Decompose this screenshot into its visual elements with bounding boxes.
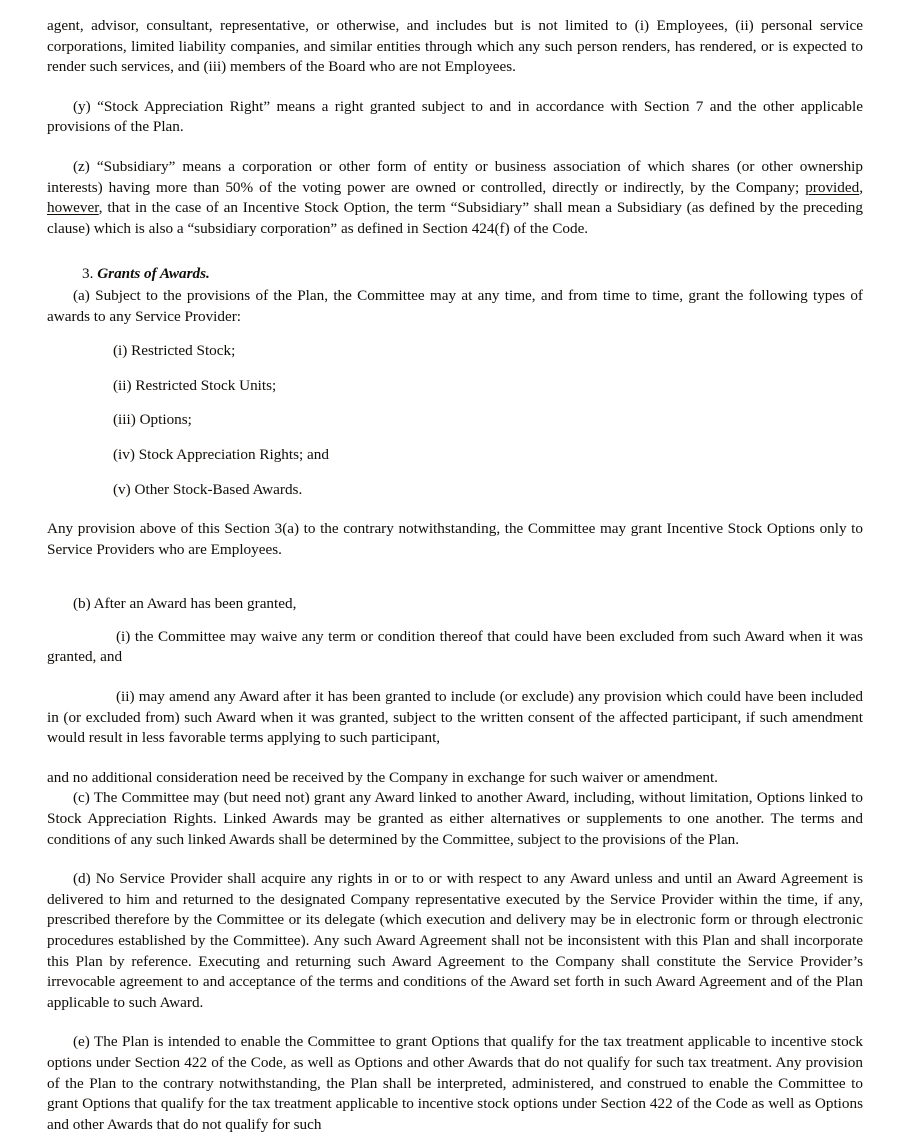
award-type-item: (iii) Options; — [113, 411, 192, 429]
spacer — [47, 1013, 863, 1032]
paragraph-3b-i: (i) the Committee may waive any term or condition thereof that could have been excluded from such Award when it was granted, and — [47, 627, 863, 666]
spacer — [47, 362, 863, 376]
paragraph-3b: (b) After an Award has been granted, — [73, 595, 297, 613]
underlined-provided: provided — [805, 178, 860, 196]
award-type-item: (iv) Stock Appreciation Rights; and — [113, 445, 329, 463]
paragraph-definition-y: (y) “Stock Appreciation Right” means a right granted subject to and in accordance with Section 7 and the other applicable provisions of the Plan. — [47, 97, 863, 136]
spacer — [47, 466, 863, 480]
award-type-item: (ii) Restricted Stock Units; — [113, 376, 277, 394]
paragraph-service-provider-continued: agent, advisor, consultant, representative, or otherwise, and includes but is not limited to (i) Employees, (ii) personal service corporations, limited liability companies, and similar entities through which any such person renders, has rendered, or is expected to render such services, and (iii) members of the Board who are not Employees. — [47, 17, 863, 76]
spacer — [47, 431, 863, 445]
paragraph-3d: (d) No Service Provider shall acquire any rights in or to or with respect to any Award unless and until an Award Agreement is delivered to him and returned to the designated Company representative executed by the Service Provider within the time, if any, prescribed therefore by the Committee or its delegate (which execution and delivery may be in electronic form or through electronic procedures established by the Committee). Any such Award Agreement shall not be inconsistent with this Plan and shall incorporate this Plan by reference. Executing and returning such Award Agreement to the Company shall constitute the Service Provider’s irrevocable agreement to and acceptance of the terms and conditions of the Award set forth in such Award Agreement and of the Plan applicable to such Award. — [47, 870, 863, 1011]
spacer — [47, 396, 863, 410]
definition-z-mid: , — [859, 178, 863, 196]
paragraph-3b-closing: and no additional consideration need be received by the Company in exchange for such waiver or amendment. — [47, 768, 718, 786]
spacer — [47, 615, 863, 627]
spacer — [47, 500, 863, 519]
section-3-title: Grants of Awards. — [97, 265, 210, 283]
spacer — [47, 668, 863, 687]
paragraph-definition-z — [47, 157, 863, 239]
underlined-however: however — [47, 199, 99, 217]
spacer — [47, 327, 863, 341]
spacer — [47, 560, 863, 594]
document-body — [47, 16, 863, 1135]
paragraph-3b-ii: (ii) may amend any Award after it has been granted to include (or exclude) any provision which could have been included in (or excluded from) such Award when it was granted, subject to the written consent of the affected participant, if such amendment would result in less favorable terms applying to such participant, — [47, 688, 863, 747]
paragraph-3e: (e) The Plan is intended to enable the Committee to grant Options that qualify for the tax treatment applicable to incentive stock options under Section 422 of the Code, as well as Options and other Awards that do not qualify for such tax treatment. Any provision of the Plan to the contrary notwithstanding, the Plan shall be interpreted, administered, and construed to enable the Committee to grant Options that qualify for the tax treatment applicable to incentive stock options under Section 422 of the Code as well as Options and other Awards that do not qualify for such — [47, 1033, 863, 1133]
spacer — [47, 749, 863, 768]
award-type-item: (i) Restricted Stock; — [113, 342, 236, 360]
paragraph-3a: (a) Subject to the provisions of the Plan, the Committee may at any time, and from time to time, grant the following types of awards to any Service Provider: — [47, 286, 863, 325]
paragraph-3c: (c) The Committee may (but need not) grant any Award linked to another Award, including, without limitation, Options linked to Stock Appreciation Rights. Linked Awards may be granted as either alternatives or supplements to one another. The terms and conditions of any such linked Awards shall be determined by the Committee, subject to the provisions of the Plan. — [47, 789, 863, 848]
spacer — [47, 850, 863, 869]
paragraph-iso-limitation: Any provision above of this Section 3(a) to the contrary notwithstanding, the Committee may grant Incentive Stock Options only to Service Providers who are Employees. — [47, 520, 863, 558]
definition-z-part1: (z) “Subsidiary” means a corporation or other form of entity or business association of which shares (or other ownership interests) having more than 50% of the voting power are owned or controlled, directly or indirectly, by the Company; — [47, 157, 863, 196]
section-3-heading — [47, 264, 863, 285]
spacer — [47, 78, 863, 97]
section-3-number: 3. — [82, 265, 94, 283]
definition-z-part2: , that in the case of an Incentive Stock Option, the term “Subsidiary” shall mean a Subsidiary (as defined by the preceding clause) which is also a “subsidiary corporation” as defined in Section 424(f) of the Code. — [47, 199, 863, 237]
spacer — [47, 138, 863, 157]
spacer — [47, 239, 863, 264]
award-type-item: (v) Other Stock-Based Awards. — [113, 480, 303, 498]
